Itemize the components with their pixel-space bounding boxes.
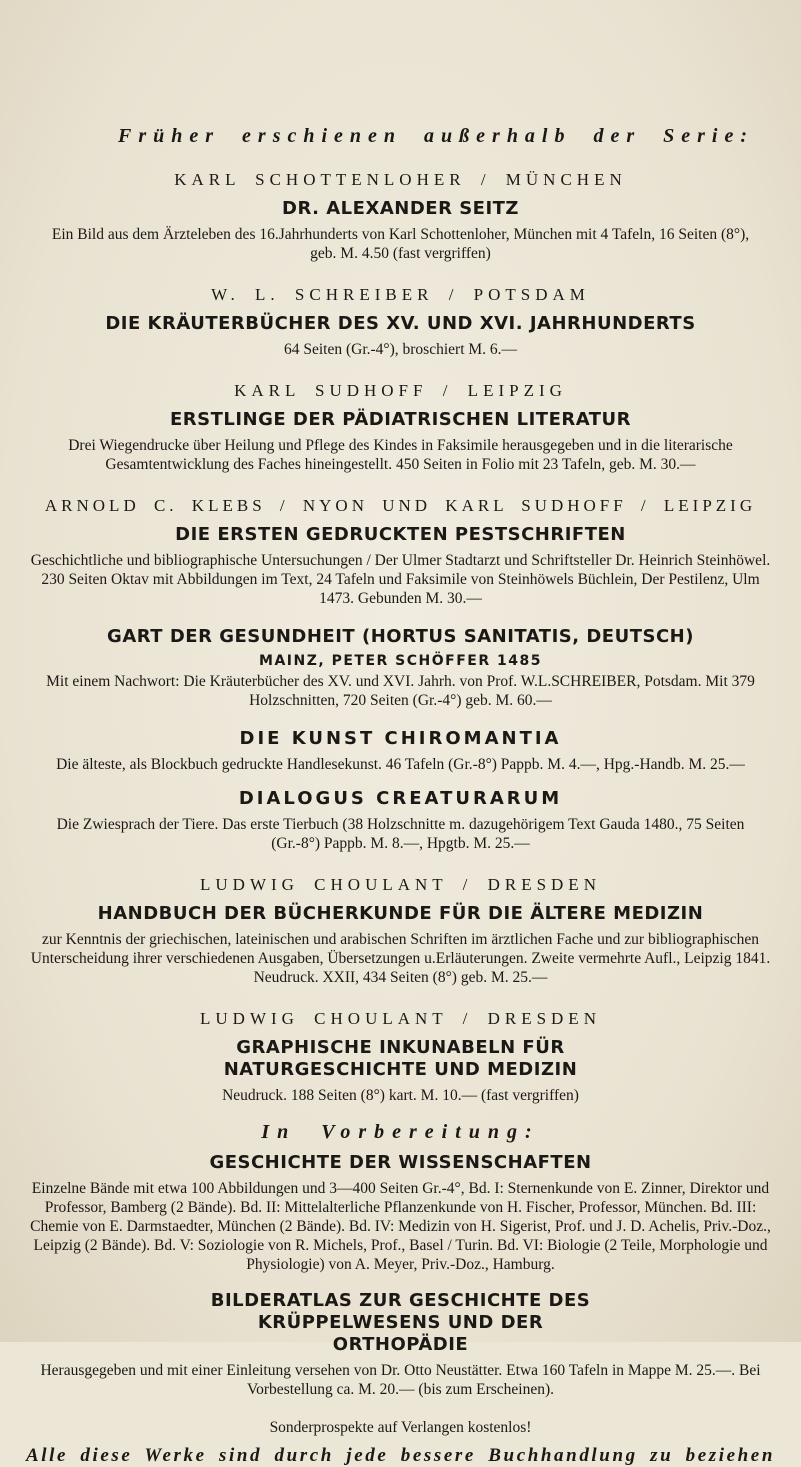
book-title: GRAPHISCHE INKUNABELN FÜR NATURGESCHICHTE UND MEDIZIN xyxy=(223,1037,578,1080)
book-entry-dialogus xyxy=(0,788,801,853)
brochure-note: Sonderprospekte auf Verlangen kostenlos! xyxy=(269,1419,532,1436)
author-line: LUDWIG CHOULANT / DRESDEN xyxy=(200,1009,601,1028)
book-entry-inkunabeln xyxy=(0,1009,801,1105)
preparation-section xyxy=(0,1121,801,1399)
book-description: Drei Wiegendrucke über Heilung und Pflege des Kindes in Faksimile herausgegeben und in die literarische Gesamtentwicklung des Faches hineingestellt. 450 Seiten in Folio mit 23 Tafeln, geb. M. 30.— xyxy=(68,437,733,473)
book-title: DIE KRÄUTERBÜCHER DES XV. UND XVI. JAHRHUNDERTS xyxy=(105,313,696,334)
book-title: ERSTLINGE DER PÄDIATRISCHEN LITERATUR xyxy=(169,409,632,430)
book-description: Einzelne Bände mit etwa 100 Abbildungen und 3—400 Seiten Gr.-4°, Bd. I: Sternenkunde von E. Zinner, Direktor und Professor, Bamberg (2 Bände). Bd. II: Mittelalterliche Pflanzenkunde von H. Fischer, Professor, München. Bd. III: Chemie von E. Darmstaedter, München (2 Bände). Bd. IV: Medizin von H. Sigerist, Prof. und J. D. Achelis, Priv.-Doz., Leipzig (2 Bände). Bd. V: Soziologie von R. Michels, Prof., Basel / Turin. Bd. VI: Biologie (2 Teile, Morphologie und Physiologie) von A. Meyer, Priv.-Doz., Hamburg. xyxy=(30,1180,771,1273)
author-line: LUDWIG CHOULANT / DRESDEN xyxy=(200,875,601,894)
catalog-content xyxy=(0,125,801,1467)
book-subline: MAINZ, PETER SCHÖFFER 1485 xyxy=(259,653,542,669)
book-entry-handbuch xyxy=(0,875,801,987)
preparation-heading: In Vorbereitung: xyxy=(261,1121,540,1143)
book-title: GART DER GESUNDHEIT (HORTUS SANITATIS, DEUTSCH) xyxy=(107,626,694,647)
book-description: Die Zwiesprach der Tiere. Das erste Tierbuch (38 Holzschnitte m. dazugehörigem Text Gauda 1480., 75 Seiten (Gr.-8°) Pappb. M. 8.—, Hpgtb. M. 25.— xyxy=(56,816,745,852)
book-entry-wissenschaften xyxy=(0,1152,801,1274)
footer-availability: Alle diese Werke sind durch jede bessere Buchhandlung zu beziehen xyxy=(25,1445,776,1466)
book-entry-paediatrie xyxy=(0,381,801,474)
book-entry-gart xyxy=(0,626,801,710)
book-description: Geschichtliche und bibliographische Untersuchungen / Der Ulmer Stadtarzt und Schriftsteller Dr. Heinrich Steinhöwel. 230 Seiten Oktav mit Abbildungen im Text, 24 Tafeln und Faksimile von Steinhöwels Büchlein, Der Pestilenz, Ulm 1473. Gebunden M. 30.— xyxy=(30,552,771,607)
author-line: KARL SCHOTTENLOHER / MÜNCHEN xyxy=(174,170,627,189)
book-description: Herausgegeben und mit einer Einleitung versehen von Dr. Otto Neustätter. Etwa 160 Tafeln in Mappe M. 25.—. Bei Vorbestellung ca. M. 20.— (bis zum Erscheinen). xyxy=(40,1362,761,1398)
book-description: Mit einem Nachwort: Die Kräuterbücher des XV. und XVI. Jahrh. von Prof. W.L.SCHREIBER, Potsdam. Mit 379 Holzschnitten, 720 Seiten (Gr.-4°) geb. M. 60.— xyxy=(46,673,755,709)
book-title: DIALOGUS CREATURARUM xyxy=(238,788,563,809)
book-description: Neudruck. 188 Seiten (8°) kart. M. 10.— (fast vergriffen) xyxy=(222,1087,579,1104)
book-title: DR. ALEXANDER SEITZ xyxy=(282,198,519,219)
book-description: Die älteste, als Blockbuch gedruckte Handlesekunst. 46 Tafeln (Gr.-8°) Pappb. M. 4.—, Hpg.-Handb. M. 25.— xyxy=(56,756,745,773)
book-title: DIE ERSTEN GEDRUCKTEN PESTSCHRIFTEN xyxy=(175,524,626,545)
book-entry-kraeuterbuecher xyxy=(0,285,801,359)
book-entry-seitz xyxy=(0,170,801,263)
book-description: zur Kenntnis der griechischen, lateinischen und arabischen Schriften im ärztlichen Fache und zur bibliographischen Unterscheidung ihrer verschiedenen Ausgaben, Übersetzungen u.Erläuterungen. Zweite vermehrte Aufl., Leipzig 1841. Neudruck. XXII, 434 Seiten (8°) geb. M. 25.— xyxy=(30,931,771,986)
book-description: 64 Seiten (Gr.-4°), broschiert M. 6.— xyxy=(283,341,518,358)
book-entry-bilderatlas xyxy=(0,1290,801,1399)
book-title: DIE KUNST CHIROMANTIA xyxy=(239,728,562,749)
book-entry-chiromantia xyxy=(0,728,801,774)
book-title: BILDERATLAS ZUR GESCHICHTE DES KRÜPPELWESENS UND DER ORTHOPÄDIE xyxy=(210,1290,591,1355)
author-line: ARNOLD C. KLEBS / NYON UND KARL SUDHOFF / LEIPZIG xyxy=(44,496,757,515)
section-heading: Früher erschienen außerhalb der Serie: xyxy=(118,125,755,147)
author-line: W. L. SCHREIBER / POTSDAM xyxy=(211,285,590,304)
book-title: GESCHICHTE DER WISSENSCHAFTEN xyxy=(209,1152,592,1173)
book-entry-pestschriften xyxy=(0,496,801,608)
book-description: Ein Bild aus dem Ärzteleben des 16.Jahrhunderts von Karl Schottenloher, München mit 4 Tafeln, 16 Seiten (8°), geb. M. 4.50 (fast vergriffen) xyxy=(51,226,750,262)
author-line: KARL SUDHOFF / LEIPZIG xyxy=(234,381,567,400)
book-title: HANDBUCH DER BÜCHERKUNDE FÜR DIE ÄLTERE MEDIZIN xyxy=(97,903,704,924)
